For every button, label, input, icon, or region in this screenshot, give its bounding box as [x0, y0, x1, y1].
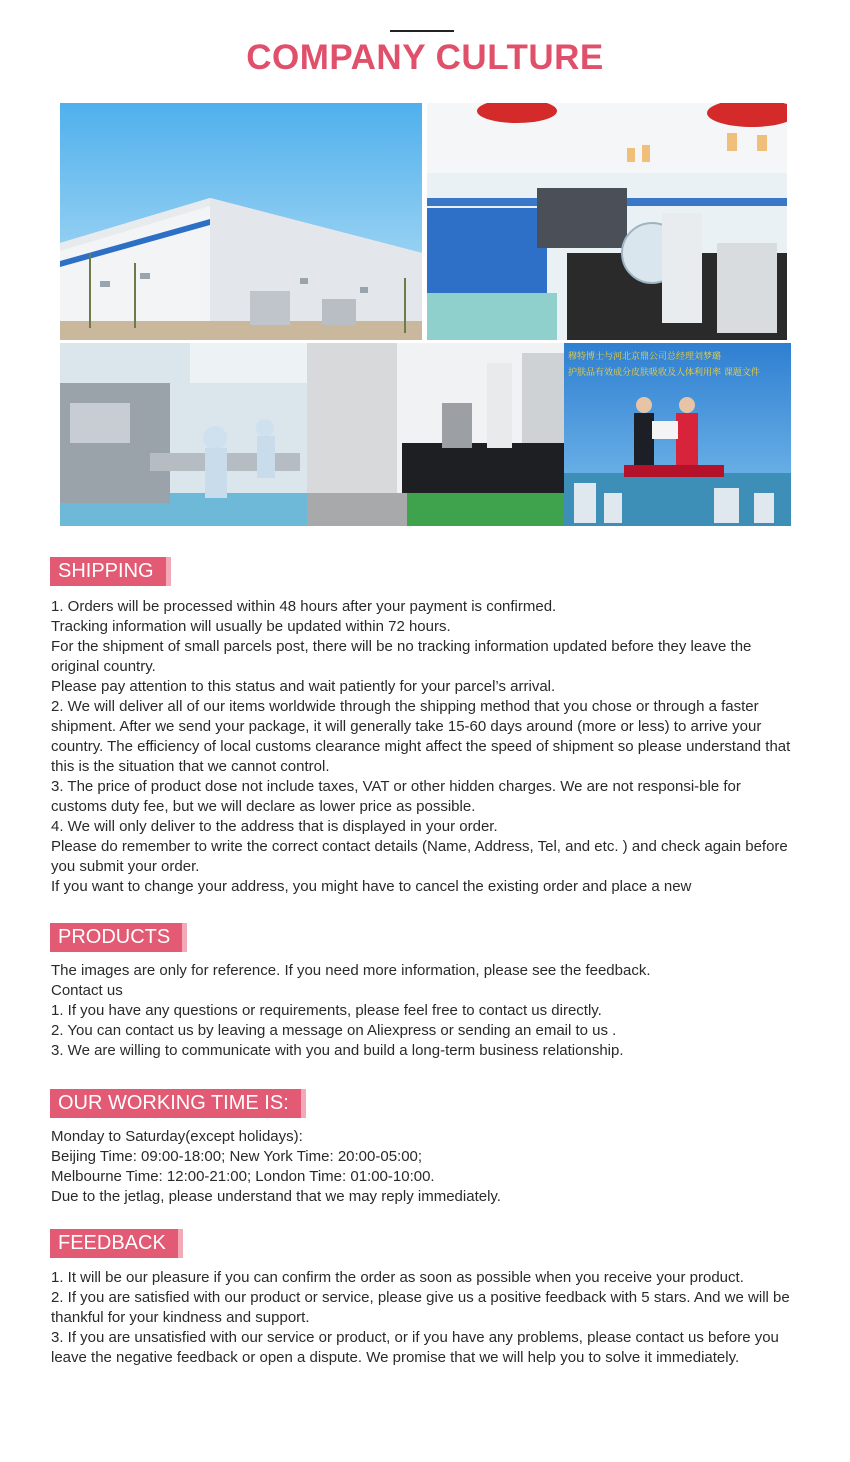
- working-time-line: Melbourne Time: 12:00-21:00; London Time: 01:00-10:00.: [51, 1168, 435, 1185]
- shipping-text: [51, 597, 796, 897]
- shipping-line: If you want to change your address, you might have to cancel the existing order and place a new: [51, 878, 692, 895]
- products-line: 3. We are willing to communicate with you and build a long-term business relationship.: [51, 1042, 624, 1059]
- banner-text-line1: 穆特博士与河北京鼎公司总经理刘梦璐: [568, 352, 722, 362]
- working-time-text: [51, 1127, 796, 1207]
- lab-bench-photo: [307, 343, 564, 526]
- products-line: The images are only for reference. If you need more information, please see the feedback.: [51, 962, 651, 979]
- shipping-line: Tracking information will usually be updated within 72 hours.: [51, 618, 451, 635]
- feedback-line: 3. If you are unsatisfied with our service or product, or if you have any problems, please contact us before you leave the negative feedback or open a dispute. We promise that we will help you to solve it immediately.: [51, 1329, 779, 1366]
- shipping-line: 4. We will only deliver to the address that is displayed in your order.: [51, 818, 498, 835]
- feedback-line: 2. If you are satisfied with our product or service, please give us a positive feedback with 5 stars. And we will be thankful for your kindness and support.: [51, 1289, 790, 1326]
- shipping-line: 1. Orders will be processed within 48 hours after your payment is confirmed.: [51, 598, 557, 615]
- title-divider: [390, 30, 454, 32]
- feedback-line: 1. It will be our pleasure if you can confirm the order as soon as possible when you receive your product.: [51, 1269, 744, 1286]
- factory-building-photo: [60, 103, 422, 340]
- shipping-line: Please pay attention to this status and wait patiently for your parcel’s arrival.: [51, 678, 556, 695]
- ceremony-photo: [564, 343, 791, 526]
- shipping-line: For the shipment of small parcels post, there will be no tracking information updated before they leave the original country.: [51, 638, 752, 675]
- page-title: COMPANY CULTURE: [246, 38, 604, 77]
- products-line: 1. If you have any questions or requirements, please feel free to contact us directly.: [51, 1002, 602, 1019]
- feedback-heading: FEEDBACK: [50, 1229, 183, 1258]
- shipping-heading: SHIPPING: [50, 557, 171, 586]
- feedback-text: [51, 1268, 796, 1368]
- shipping-line: 2. We will deliver all of our items worldwide through the shipping method that you chose or through a faster shipment. After we send your package, it will generally take 15-60 days around (more or less) to arrive your country. The efficiency of local customs clearance might affect the speed of shipment so please understand that this is the situation that we cannot control.: [51, 698, 791, 775]
- shipping-line: 3. The price of product dose not include taxes, VAT or other hidden charges. We are not responsi-ble for customs duty fee, but we will declare as lower price as possible.: [51, 778, 741, 815]
- working-time-line: Beijing Time: 09:00-18:00; New York Time: 20:00-05:00;: [51, 1148, 423, 1165]
- lab-evaporator-photo: [427, 103, 787, 340]
- products-line: 2. You can contact us by leaving a message on Aliexpress or sending an email to us .: [51, 1022, 617, 1039]
- products-line: Contact us: [51, 982, 123, 999]
- working-time-line: Monday to Saturday(except holidays):: [51, 1128, 303, 1145]
- products-text: [51, 961, 796, 1061]
- banner-text-line2: 护肤品有效成分皮肤吸收及人体利用率 课题文件: [568, 368, 760, 378]
- products-heading: PRODUCTS: [50, 923, 187, 952]
- working-time-heading: OUR WORKING TIME IS:: [50, 1089, 306, 1118]
- shipping-line: Please do remember to write the correct contact details (Name, Address, Tel, and etc. ) and check again before you submit your order.: [51, 838, 788, 875]
- working-time-line: Due to the jetlag, please understand that we may reply immediately.: [51, 1188, 501, 1205]
- production-line-photo: [60, 343, 307, 526]
